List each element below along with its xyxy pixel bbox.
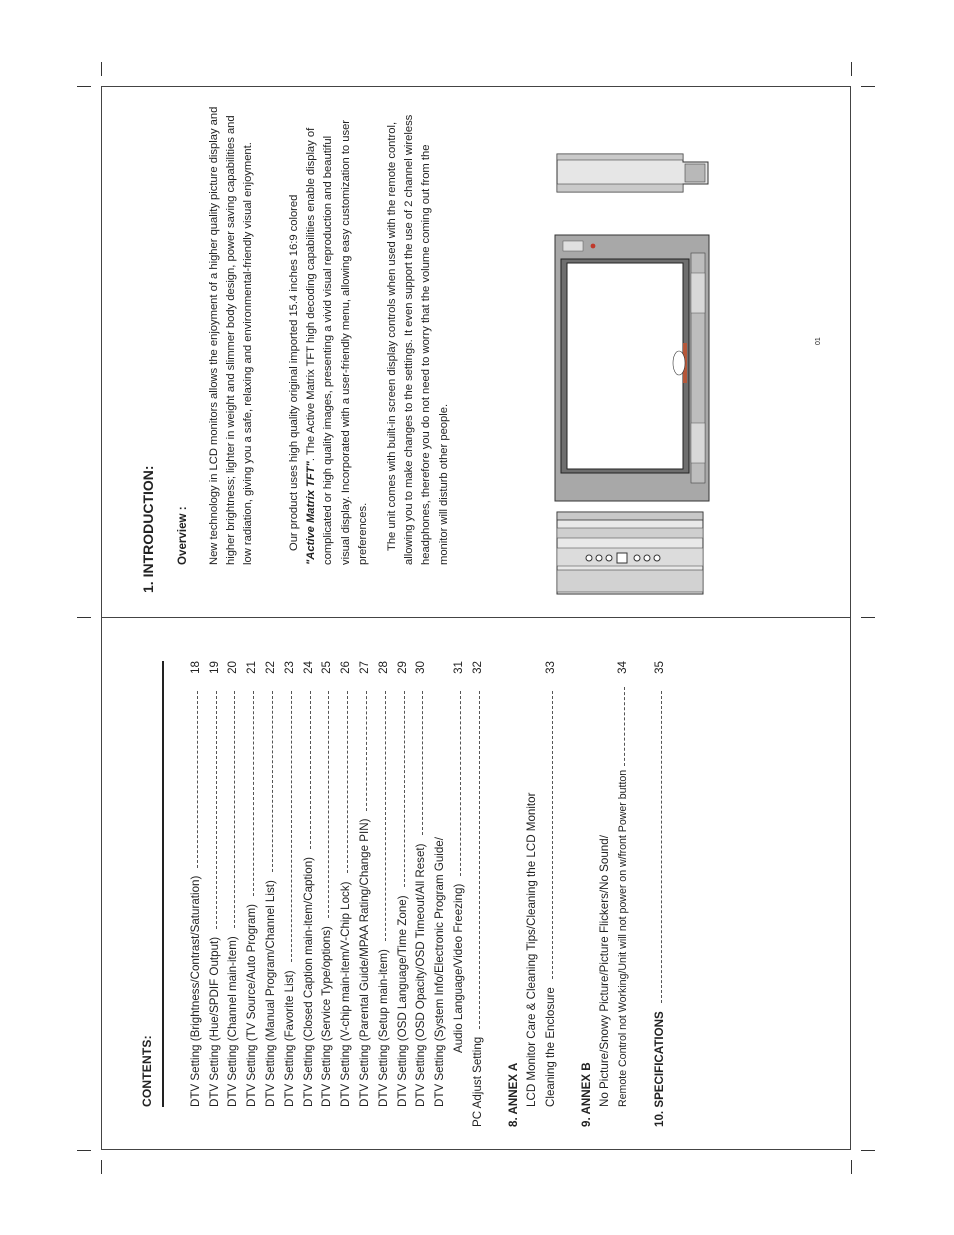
contents-title: CONTENTS: <box>140 1035 154 1107</box>
toc-entry[interactable]: DTV Setting (OSD Opacity/OSD Timeout/All Reset) 30 <box>414 661 428 1107</box>
monitor-side-view-right <box>553 150 713 195</box>
toc-entry[interactable]: PC Adjust Setting 32 <box>470 661 484 1127</box>
intro-paragraph-2: Our product uses high quality original imported 15.4 inches 16:9 colored "Active Matrix TFT". The Active Matrix TFT high decoding capabilities enable display of complicated or high quality images, presenting a vivid visual reproduction and beautiful visual display. Incorporated with a user-friendly menu, allowing easy customization to user preferences. <box>288 119 369 565</box>
toc-entry[interactable]: DTV Setting (OSD Language/Time Zone) 29 <box>395 661 409 1107</box>
annex-a-heading: 8. ANNEX A <box>507 1062 521 1127</box>
intro-paragraph-1: New technology in LCD monitors allows the enjoyment of a higher quality picture display and higher brightness; lighter in weight and slimmer body design, power saving capabilities and low radiation, giving you a safe, relaxing and environmental-friendly visual enjoyment. <box>208 106 255 565</box>
overview-heading: Overview : <box>176 506 189 565</box>
crop-mark <box>861 86 875 87</box>
toc-entry[interactable]: DTV Setting (Favorite List) 23 <box>282 661 296 1107</box>
page-number: 01 <box>815 337 822 345</box>
toc-entry[interactable]: DTV Setting (Brightness/Contrast/Saturation) 18 <box>188 661 202 1107</box>
toc-entry[interactable]: DTV Setting (Hue/SPDIF Output) 19 <box>207 661 221 1107</box>
toc-entry[interactable]: DTV Setting (V-chip main-item/V-Chip Lock) 26 <box>339 661 353 1107</box>
toc-entry[interactable]: DTV Setting (Manual Program/Channel List) 22 <box>264 661 278 1107</box>
toc-entry[interactable]: DTV Setting (Parental Guide/MPAA Rating/Change PIN) 27 <box>358 661 372 1107</box>
intro-title: 1. INTRODUCTION: <box>140 465 156 593</box>
toc-entry[interactable]: Audio Language/Video Freezing) 31 <box>452 661 466 1053</box>
toc-entry[interactable]: DTV Setting (System Info/Electronic Program Guide/ <box>433 837 447 1107</box>
contents-page <box>140 645 700 1135</box>
toc-entry[interactable]: DTV Setting (Service Type/options) 25 <box>320 661 334 1107</box>
toc-entry[interactable]: Cleaning the Enclosure 33 <box>543 661 557 1107</box>
toc-entry[interactable]: DTV Setting (Closed Caption main-item/Caption) 24 <box>301 661 315 1107</box>
toc-list <box>186 661 669 1127</box>
toc-entry[interactable]: DTV Setting (Setup main-item) 28 <box>376 661 390 1107</box>
toc-entry[interactable]: 10. SPECIFICATIONS 35 <box>653 661 667 1127</box>
crop-mark <box>861 1150 875 1151</box>
crop-mark <box>101 62 102 76</box>
annex-b-line1: No Picture/Snowy Picture/Picture Flickers/No Sound/ <box>598 835 612 1107</box>
monitor-front-view <box>553 233 713 503</box>
intro-page <box>140 105 830 605</box>
crop-mark <box>851 62 852 76</box>
monitor-side-view-left <box>553 508 713 598</box>
toc-entry[interactable]: DTV Setting (Channel main-item) 20 <box>226 661 240 1107</box>
crop-mark <box>77 86 91 87</box>
contents-rule <box>162 661 164 1107</box>
crop-mark <box>77 617 91 618</box>
annex-b-heading: 9. ANNEX B <box>580 1062 594 1127</box>
page-divider <box>101 617 851 618</box>
crop-mark <box>851 1160 852 1174</box>
toc-entry[interactable]: DTV Setting (TV Source/Auto Program) 21 <box>245 661 259 1107</box>
annex-a-line1: LCD Monitor Care & Cleaning Tips/Cleaning the LCD Monitor <box>525 792 539 1107</box>
crop-mark <box>101 1160 102 1174</box>
crop-mark <box>861 617 875 618</box>
intro-paragraph-3: The unit comes with built-in screen display controls when used with the remote control, allowing you to make changes to the settings. It even support the use of 2 channel wireless headphones, therefore you do not need to worry that the volume coming out from the monitor will disturb other people. <box>386 114 450 565</box>
toc-entry[interactable]: Remote Control not Working/Unit will not power on w/front Power button 34 <box>616 661 630 1107</box>
crop-mark <box>77 1150 91 1151</box>
